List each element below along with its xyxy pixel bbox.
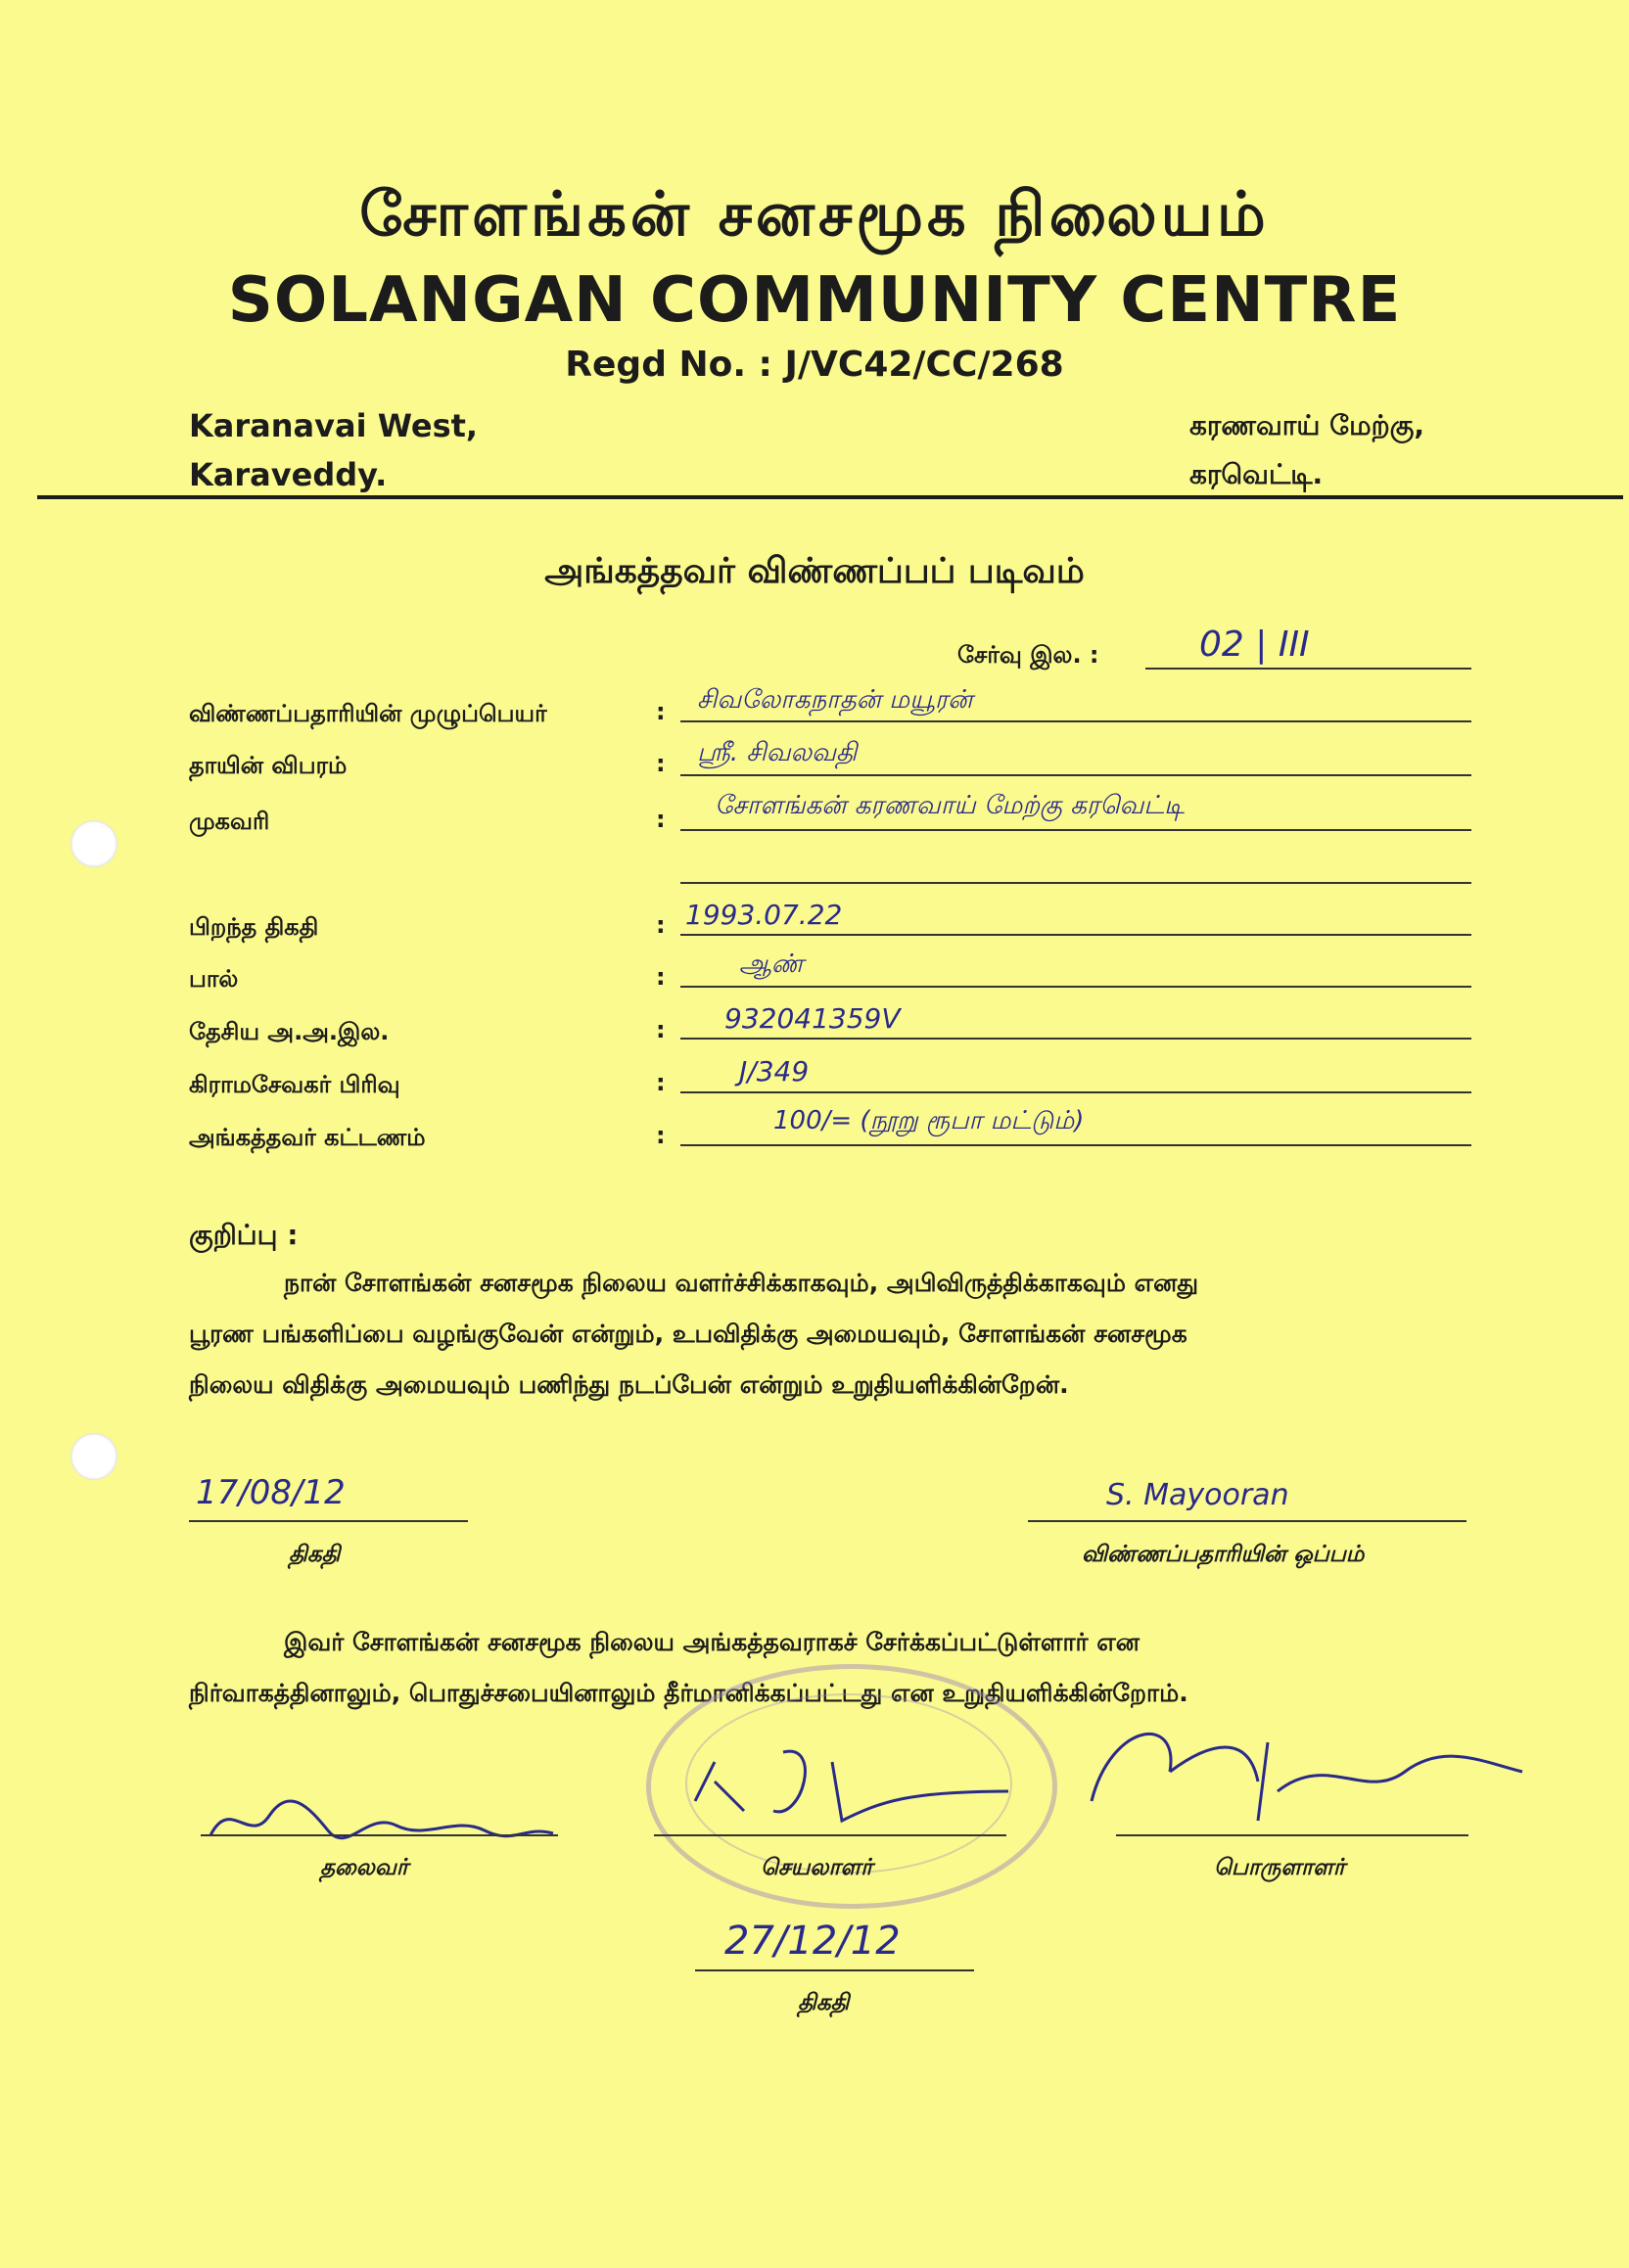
punch-hole-bottom [70, 1433, 117, 1480]
field-value-fullname[interactable]: சிவலோகநாதன் மயூரன் [697, 685, 973, 715]
note-paragraph [189, 1258, 1198, 1411]
field-colon: : [656, 1016, 666, 1043]
field-line [680, 829, 1471, 831]
field-label-mother: தாயின் விபரம் [189, 752, 348, 779]
field-value-gn-division[interactable]: J/349 [739, 1055, 810, 1088]
field-line [680, 1144, 1471, 1146]
membership-no-value[interactable]: 02 | III [1199, 625, 1310, 665]
field-colon: : [656, 1069, 666, 1096]
address-en-line1: Karanavai West, [189, 407, 479, 444]
approval-date-value[interactable]: 27/12/12 [724, 1919, 901, 1964]
approval-paragraph [189, 1617, 1188, 1719]
field-line [680, 1091, 1471, 1093]
approval-date-line [695, 1969, 974, 1971]
field-label-fee: அங்கத்தவர் கட்டணம் [189, 1124, 426, 1151]
field-value-fee[interactable]: 100/= (நூறு ரூபா மட்டும்) [773, 1106, 1085, 1135]
field-label-nic: தேசிய அ.அ.இல. [189, 1018, 390, 1045]
approval-date-label: திகதி [798, 1990, 850, 2015]
field-line-address-2 [680, 882, 1471, 884]
field-value-dob[interactable]: 1993.07.22 [685, 899, 843, 931]
field-value-mother[interactable]: ஸ்ரீ. சிவலவதி [697, 738, 858, 767]
field-line [680, 774, 1471, 776]
field-value-sex[interactable]: ஆண் [739, 949, 804, 979]
applicant-signature-label: விண்ணப்பதாரியின் ஒப்பம் [1082, 1542, 1365, 1567]
title-tamil: சோளங்கன் சனசமூக நிலையம் [359, 178, 1270, 250]
applicant-date-line [189, 1520, 468, 1522]
address-tamil [1189, 401, 1424, 499]
address-ta-line2: கரவெட்டி. [1189, 458, 1324, 490]
field-colon: : [656, 698, 666, 725]
field-label-fullname: விண்ணப்பதாரியின் முழுப்பெயர் [189, 700, 547, 727]
field-colon: : [656, 806, 666, 833]
field-label-dob: பிறந்த திகதி [189, 913, 319, 941]
membership-no-line [1145, 668, 1471, 670]
punch-hole-top [70, 820, 117, 867]
form-title: அங்கத்தவர் விண்ணப்பப் படிவம் [544, 551, 1085, 591]
field-label-gn-division: கிராமசேவகர் பிரிவு [189, 1071, 400, 1098]
registration-number: Regd No. : J/VC42/CC/268 [565, 345, 1064, 385]
field-colon: : [656, 750, 666, 777]
secretary-label: செயலாளர் [761, 1855, 873, 1880]
field-colon: : [656, 1122, 666, 1149]
field-line [680, 934, 1471, 936]
president-label: தலைவர் [320, 1855, 408, 1880]
field-colon: : [656, 963, 666, 991]
address-ta-line1: கரணவாய் மேற்கு, [1189, 409, 1425, 441]
treasurer-signature [1072, 1713, 1532, 1840]
note-line3: நிலைய விதிக்கு அமையவும் பணிந்து நடப்பேன் என்றும் உறுதியளிக்கின்றேன். [189, 1370, 1069, 1399]
applicant-signature-value[interactable]: S. Mayooran [1106, 1478, 1289, 1512]
field-line [680, 986, 1471, 988]
president-signature [201, 1777, 563, 1855]
note-line1: நான் சோளங்கன் சனசமூக நிலைய வளர்ச்சிக்காகவும், அபிவிருத்திக்காகவும் எனது [284, 1269, 1199, 1297]
secretary-signature [685, 1723, 1018, 1840]
field-value-nic[interactable]: 932041359V [724, 1002, 901, 1035]
applicant-date-value[interactable]: 17/08/12 [196, 1473, 346, 1512]
note-heading: குறிப்பு : [189, 1219, 299, 1251]
field-line [680, 1038, 1471, 1040]
note-line2: பூரண பங்களிப்பை வழங்குவேன் என்றும், உபவிதிக்கு அமையவும், சோளங்கன் சனசமூக [189, 1319, 1187, 1348]
treasurer-signature-line [1116, 1834, 1468, 1836]
address-en-line2: Karaveddy. [189, 456, 388, 493]
field-value-address[interactable]: சோளங்கன் கரணவாய் மேற்கு கரவெட்டி [715, 791, 1185, 820]
treasurer-label: பொருளாளர் [1214, 1855, 1345, 1880]
field-colon: : [656, 911, 666, 939]
president-signature-line [201, 1834, 558, 1836]
title-english: SOLANGAN COMMUNITY CENTRE [227, 264, 1402, 337]
field-label-address: முகவரி [189, 808, 270, 835]
membership-no-label: சேர்வு இல. : [957, 641, 1099, 669]
address-english [189, 401, 478, 499]
applicant-date-label: திகதி [289, 1542, 341, 1567]
applicant-signature-line [1028, 1520, 1466, 1522]
approval-line1: இவர் சோளங்கன் சனசமூக நிலைய அங்கத்தவராகச் சேர்க்கப்பட்டுள்ளார் என [284, 1628, 1140, 1656]
field-label-sex: பால் [189, 965, 239, 993]
header-divider [37, 495, 1623, 499]
approval-line2: நிர்வாகத்தினாலும், பொதுச்சபையினாலும் தீர்மானிக்கப்பட்டது என உறுதியளிக்கின்றோம். [189, 1679, 1188, 1707]
field-line [680, 720, 1471, 722]
secretary-signature-line [654, 1834, 1006, 1836]
